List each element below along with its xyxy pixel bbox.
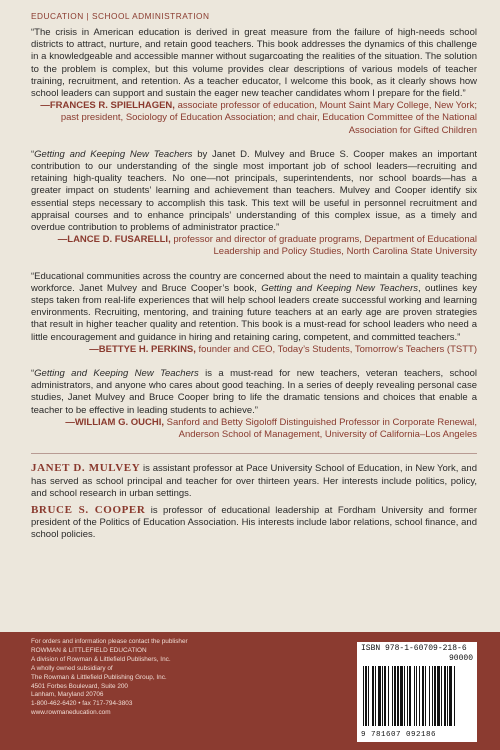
endorser-name: —WILLIAM G. OUCHI, <box>65 416 165 428</box>
quote-text: “The crisis in American education is derived in great measure from the failure of high-needs school districts to attract, nurture, and retain good teachers. This book addresses the dynamics of this challenge in a knowledgeable and accessible manner without sugarcoating the realities of the situation. The solution to the problem is complex, but this volume provides clear descriptions of various models of teacher training, recruitment, and retention. As a teacher educator, I welcome this book, as it clearly shows how school leaders can support and sustain the eager new teacher candidates whom I prepare for the field.” <box>31 27 477 100</box>
quote-text: “Educational communities across the country are concerned about the need to maintain a quality teaching workforce. Janet Mulvey and Bruce Cooper’s book, <box>31 270 477 294</box>
endorsement-quote <box>31 368 477 441</box>
barcode-stripe <box>441 666 442 726</box>
book-title: Getting and Keeping New Teachers <box>34 368 199 380</box>
isbn-text: ISBN 978-1-60709-218-6 <box>361 644 467 653</box>
barcode-stripe <box>388 666 389 726</box>
barcode-stripe <box>414 666 415 726</box>
back-cover-body <box>31 27 477 546</box>
barcode-stripe <box>416 666 417 726</box>
endorser-name: —LANCE D. FUSARELLI, <box>57 234 171 246</box>
barcode-stripe <box>368 666 369 726</box>
barcode-stripe <box>394 666 396 726</box>
author-bio-text: is professor of educational leadership at Fordham University and former president of the Politics of Education Association. His interests include labor relations, school finance, and school policies. <box>31 504 477 541</box>
barcode-stripe <box>407 666 408 726</box>
barcode-stripe <box>392 666 393 726</box>
ean-number: 9 781607 092186 <box>361 731 437 739</box>
barcode-stripe <box>363 666 364 726</box>
barcode-stripe <box>437 666 440 726</box>
publisher-line: A division of Rowman & Littlefield Publishers, Inc. <box>31 655 171 663</box>
barcode-stripe <box>444 666 446 726</box>
barcode-stripe <box>429 666 430 726</box>
barcode-stripe <box>419 666 420 726</box>
barcode <box>357 642 477 742</box>
endorsement-quote <box>31 271 477 356</box>
author-name: BRUCE S. COOPER <box>31 503 146 516</box>
barcode-stripe <box>365 666 367 726</box>
author-bio <box>31 462 477 500</box>
publisher-website: www.rowmaneducation.com <box>31 709 111 717</box>
price-code: 90000 <box>448 654 473 663</box>
quote-attribution <box>31 100 477 137</box>
barcode-stripe <box>397 666 399 726</box>
publisher-line: 4501 Forbes Boulevard, Suite 200 <box>31 682 128 690</box>
endorser-detail: professor and director of graduate programs, Department of Educational Leadership and Policy Studies, North Carolina State University <box>173 234 477 258</box>
author-name: JANET D. MULVEY <box>31 462 141 475</box>
quote-attribution <box>31 344 477 356</box>
barcode-stripe <box>449 666 452 726</box>
book-title: Getting and Keeping New Teachers <box>34 148 193 160</box>
section-divider <box>31 453 477 454</box>
quote-attribution <box>31 417 477 441</box>
endorser-name: —BETTYE H. PERKINS, <box>89 343 196 355</box>
endorser-name: —FRANCES R. SPIELHAGEN, <box>40 100 175 112</box>
endorser-detail: Sanford and Betty Sigoloff Distinguished Professor in Corporate Renewal, Anderson School of Management, University of California–Los Angeles <box>166 416 477 441</box>
author-bio-text: is assistant professor at Pace University School of Education, in New York, and has served as school principal and teacher for over thirteen years. Her interests include politics, policy, and school research in urban settings. <box>31 463 477 499</box>
publisher-line: ROWMAN & LITTLEFIELD EDUCATION <box>31 646 147 654</box>
publisher-line: The Rowman & Littlefield Publishing Group, Inc. <box>31 673 167 681</box>
barcode-stripe <box>425 666 426 726</box>
barcode-bars <box>361 666 473 728</box>
publisher-line: Lanham, Maryland 20706 <box>31 691 104 699</box>
barcode-stripe <box>372 666 374 726</box>
barcode-stripe <box>400 666 403 726</box>
barcode-stripe <box>378 666 381 726</box>
endorser-detail: associate professor of education, Mount Saint Mary College, New York; past president, Sociology of Education Association; and chair, Education Committee of the National Association for Gifted Children <box>60 100 477 136</box>
author-bio <box>31 504 477 542</box>
endorser-detail: founder and CEO, Today’s Students, Tomorrow’s Teachers (TSTT) <box>198 343 477 355</box>
category-label: EDUCATION | SCHOOL ADMINISTRATION <box>31 11 210 21</box>
barcode-stripe <box>432 666 433 726</box>
quote-open: “ <box>31 368 35 380</box>
publisher-line: A wholly owned subsidiary of <box>31 664 113 672</box>
publisher-line: For orders and information please contact the publisher <box>31 638 188 645</box>
barcode-stripe <box>454 666 455 726</box>
barcode-stripe <box>384 666 386 726</box>
quote-open: “ <box>31 148 35 160</box>
barcode-stripe <box>404 666 405 726</box>
barcode-stripe <box>409 666 411 726</box>
quote-text: is a must-read for new teachers, veteran teachers, school administrators, and anyone who cares about good teaching. In a series of deeply revealing personal case studies, Janet Mulvey and Bruce Cooper bring to life the dramatic tensions and choices that enable a teacher to be effective in leading students to achieve.” <box>31 368 477 416</box>
barcode-stripe <box>434 666 436 726</box>
publisher-info <box>31 638 188 718</box>
quote-text: , outlines key steps taken from real-life experiences that will help school leaders create successful working and learning environments. Recruiting, mentoring, and training future teachers at an early age are proven strategies that result in higher teacher quality and retention. This book is a must-read for school leaders who need a little encouragement and guidance in hiring and retaining caring, competent, and committed teachers.” <box>31 282 477 343</box>
quote-text: by Janet D. Mulvey and Bruce S. Cooper makes an important contribution to our understanding of the single most important job of school leaders—recruiting and retaining high-quality teachers. No one—not principals, superintendents, nor school boards—has a greater impact on students’ learning and achievement than teachers. Mulvey and Cooper identify six essential steps necessary to accomplish this task. This text will be useful in personnel recruitment and appraisal courses and to enhance principals’ understanding of this complex issue, as a timely and overdue contribution to problems of administrator practice.” <box>31 148 477 234</box>
endorsement-quote <box>31 27 477 137</box>
quote-attribution <box>31 234 477 258</box>
barcode-stripe <box>382 666 383 726</box>
publisher-line: 1-800-462-6420 • fax 717-794-3803 <box>31 700 133 708</box>
barcode-stripe <box>375 666 376 726</box>
book-title: Getting and Keeping New Teachers <box>261 282 418 294</box>
endorsement-quote <box>31 149 477 259</box>
publisher-footer <box>0 632 500 750</box>
barcode-stripe <box>422 666 424 726</box>
barcode-stripe <box>447 666 448 726</box>
